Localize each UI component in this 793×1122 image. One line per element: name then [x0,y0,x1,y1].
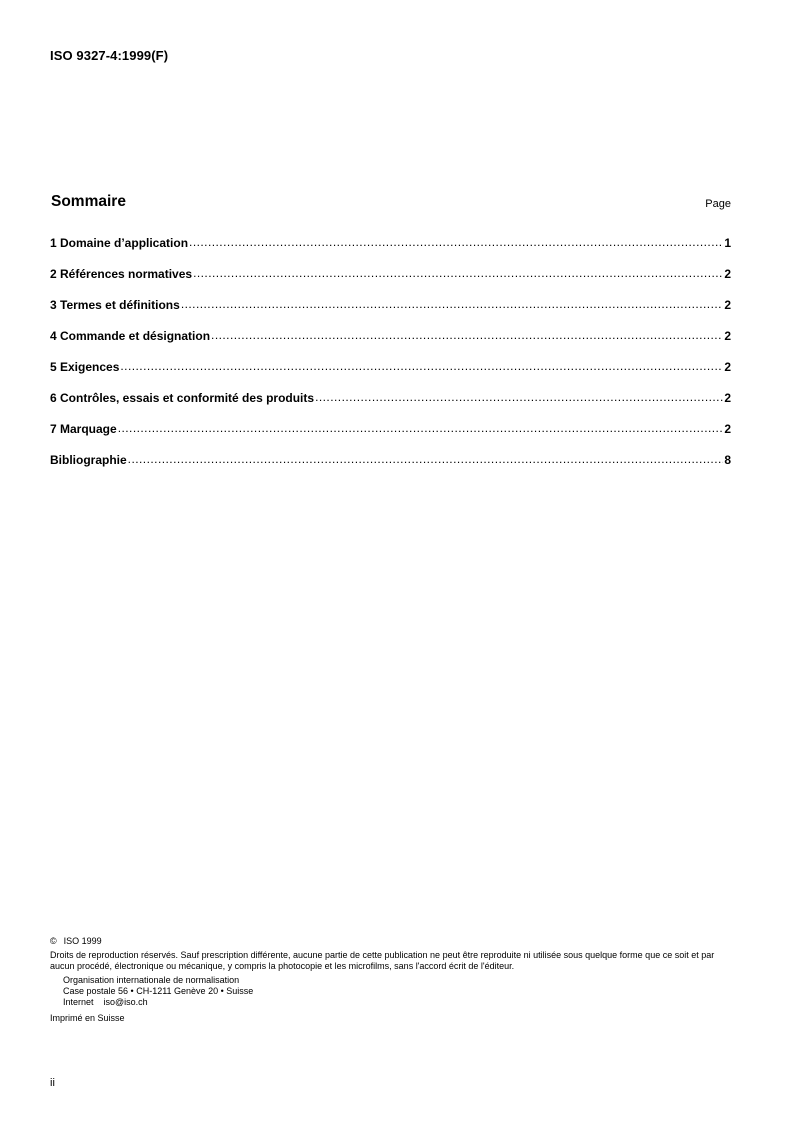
toc-entry-domaine[interactable] [50,235,731,266]
toc-entry-controles[interactable] [50,390,731,421]
toc-leader-dots [211,328,723,340]
toc-entry-page: 2 [724,329,731,343]
copyright-rights-text: Droits de reproduction réservés. Sauf prescription différente, aucune partie de cette publication ne peut être reproduite ni utilisée sous quelque forme que ce soit et par aucun procédé, électronique ou mécanique, y compris la photocopie et les microfilms, sans l'accord écrit de l'éditeur. [50,950,715,971]
copyright-symbol: © [50,936,57,946]
toc-entry-label: Bibliographie [50,453,127,467]
toc-entry-exigences[interactable] [50,359,731,390]
toc-entry-label: 5 Exigences [50,360,120,374]
toc-entry-page: 2 [724,391,731,405]
copyright-line [50,936,740,947]
toc-leader-dots [118,421,724,433]
toc-entry-label: 2 Références normatives [50,267,193,281]
page-number: ii [50,1077,55,1089]
document-reference: ISO 9327-4:1999(F) [50,48,169,63]
toc-entry-label: 1 Domaine d’application [50,236,189,250]
toc-entry-label: 6 Contrôles, essais et conformité des produits [50,391,315,405]
internet-email[interactable]: iso@iso.ch [103,997,148,1007]
table-of-contents [50,235,731,483]
toc-entry-references[interactable] [50,266,731,297]
toc-leader-dots [193,266,723,278]
toc-entry-page: 1 [724,236,731,250]
toc-leader-dots [315,390,723,402]
toc-entry-marquage[interactable] [50,421,731,452]
toc-entry-termes[interactable] [50,297,731,328]
postal-address: Case postale 56 • CH-1211 Genève 20 • Suisse [63,986,254,996]
toc-entry-commande[interactable] [50,328,731,359]
toc-leader-dots [128,452,724,464]
toc-entry-page: 2 [724,298,731,312]
internet-contact [63,997,740,1008]
toc-entry-label: 7 Marquage [50,422,117,436]
publisher-name: Organisation internationale de normalisation [63,975,240,985]
internet-label: Internet [63,997,94,1007]
copyright-notice [50,936,740,1024]
toc-page-column-label: Page [705,198,731,210]
publisher-address [50,975,740,1008]
toc-entry-page: 8 [724,453,731,467]
toc-entry-page: 2 [724,267,731,281]
toc-entry-label: 3 Termes et définitions [50,298,180,312]
toc-entry-page: 2 [724,422,731,436]
printed-in: Imprimé en Suisse [50,1013,125,1023]
toc-leader-dots [120,359,723,371]
toc-leader-dots [189,235,723,247]
toc-entry-label: 4 Commande et désignation [50,329,211,343]
toc-title: Sommaire [51,193,126,210]
toc-entry-bibliographie[interactable] [50,452,731,483]
toc-leader-dots [181,297,724,309]
copyright-year: ISO 1999 [63,936,102,946]
toc-entry-page: 2 [724,360,731,374]
